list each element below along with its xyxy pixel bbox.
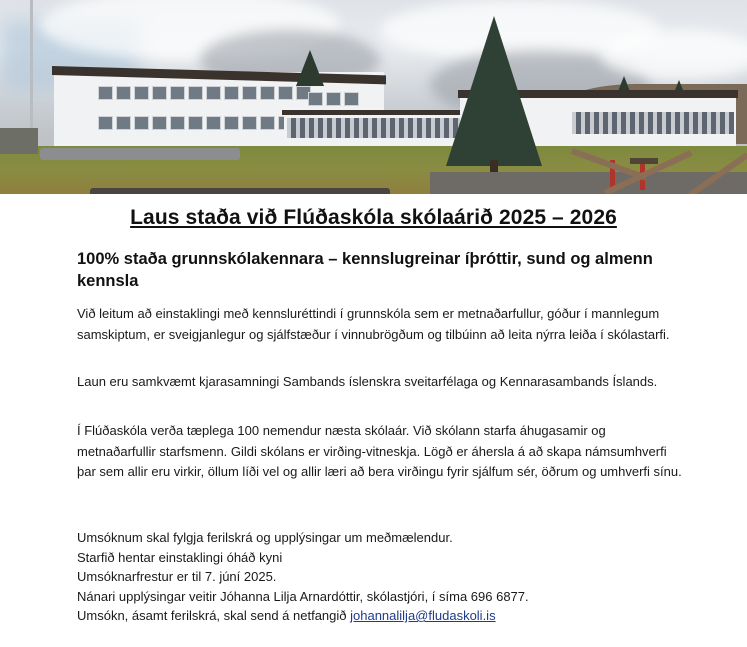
paragraph-candidate: Við leitum að einstaklingi með kennsluréttindi í grunnskóla sem er metnaðarfullur, góður í mannlegum samskiptum, er sveigjanlegur og sjálfstæður í vinnubrögðum og tilbúinn að leita nýrra leiða í skólastarfi.: [77, 306, 670, 342]
utility-box: [0, 128, 38, 154]
info-line-references: Umsóknum skal fylgja ferilskrá og upplýsingar um meðmælendur.: [77, 530, 453, 545]
sandbox-edge: [90, 188, 390, 194]
picnic-table: [630, 158, 658, 164]
corridor-windows: [287, 118, 472, 138]
paragraph-school: Í Flúðaskóla verða tæplega 100 nemendur næsta skólaár. Við skólann starfa áhugasamir og metnaðarfullir starfsmenn. Gildi skólans er virðing-vitneskja. Lögð er áhersla á að skapa námsumhverfi þar sem allir eru virkir, öllum líði vel og allir læri að bera virðingu fyrir sjálfum sér, öðrum og umhverfi sínu.: [77, 423, 682, 479]
info-line-gender: Starfið hentar einstaklingi óháð kyni: [77, 549, 283, 565]
paragraph-salary: Laun eru samkvæmt kjarasamningi Sambands íslenskra sveitarfélaga og Kennarasambands Íslands.: [77, 374, 658, 389]
email-prefix: Umsókn, ásamt ferilskrá, skal send á netfangið: [77, 608, 351, 623]
background-tree: [296, 50, 324, 86]
position-subtitle: 100% staða grunnskólakennara – kennslugreinar íþróttir, sund og almenn kennsla: [77, 250, 653, 290]
spruce-tree: [446, 16, 542, 166]
info-line-deadline: Umsóknarfrestur er til 7. júní 2025.: [77, 569, 277, 584]
east-wing-windows: [572, 112, 734, 134]
page-title: Laus staða við Flúðaskóla skólaárið 2025 – 2026: [130, 206, 617, 229]
info-line-email: [77, 606, 687, 626]
spruce-trunk: [490, 160, 498, 172]
email-link[interactable]: johannalilja@fludaskoli.is: [350, 608, 496, 623]
application-info: [77, 528, 687, 626]
cloud: [600, 30, 747, 80]
window-row: [98, 86, 311, 100]
window-row: [98, 116, 311, 130]
school-photo: [0, 0, 747, 194]
window-row: [308, 92, 359, 106]
paved-area: [40, 148, 240, 160]
info-line-contact: Nánari upplýsingar veitir Jóhanna Lilja Arnardóttir, skólastjóri, í síma 696 6877.: [77, 588, 529, 604]
